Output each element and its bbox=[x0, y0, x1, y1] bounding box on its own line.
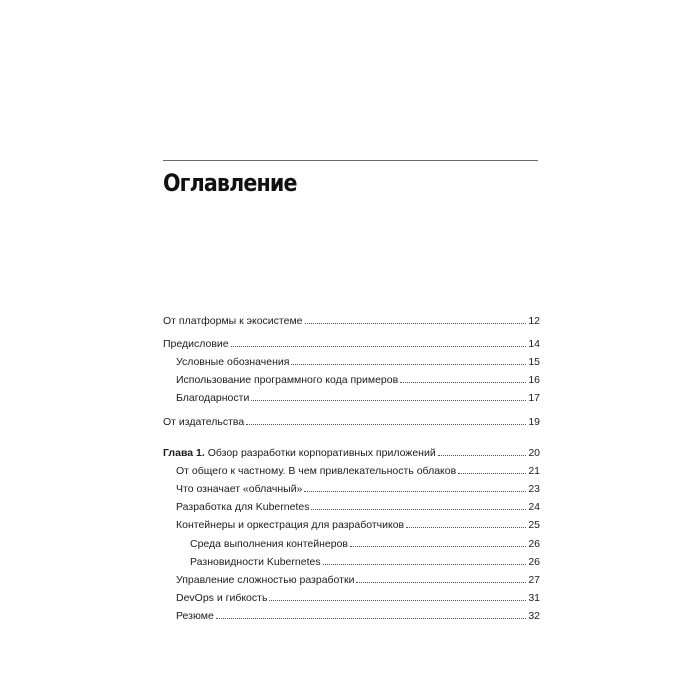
dot-leader bbox=[311, 509, 526, 510]
dot-leader bbox=[251, 400, 526, 401]
toc-page-number: 25 bbox=[528, 519, 540, 531]
dot-leader bbox=[323, 564, 527, 565]
toc-entry bbox=[176, 609, 540, 623]
dot-leader bbox=[246, 424, 526, 425]
toc-page-number: 15 bbox=[528, 356, 540, 368]
toc-page-number: 24 bbox=[528, 501, 540, 513]
dot-leader bbox=[231, 346, 527, 347]
toc-entry-title: Благодарности bbox=[176, 392, 250, 404]
toc-entry bbox=[163, 314, 540, 328]
toc-page-number: 12 bbox=[528, 315, 540, 327]
toc-entry-title: Управление сложностью разработки bbox=[176, 574, 355, 586]
toc-entry-title: Разработка для Kubernetes bbox=[176, 501, 310, 513]
toc-entry bbox=[176, 391, 540, 405]
toc-page-number: 17 bbox=[528, 392, 540, 404]
toc-entry-title: От общего к частному. В чем привлекательность облаков bbox=[176, 465, 457, 477]
toc-entry-title: Условные обозначения bbox=[176, 356, 290, 368]
toc-page-number: 26 bbox=[528, 538, 540, 550]
toc-page-number: 32 bbox=[528, 610, 540, 622]
toc-page-number: 19 bbox=[528, 416, 540, 428]
toc-page-number: 31 bbox=[528, 592, 540, 604]
toc-entry-title: Предисловие bbox=[163, 338, 229, 350]
toc-entry-title: DevOps и гибкость bbox=[176, 592, 268, 604]
toc-page-number: 26 bbox=[528, 556, 540, 568]
toc-entry bbox=[176, 373, 540, 387]
dot-leader bbox=[438, 455, 527, 456]
toc-page-number: 16 bbox=[528, 374, 540, 386]
toc-page-number: 21 bbox=[528, 465, 540, 477]
toc-entry-title: Резюме bbox=[176, 610, 214, 622]
toc-page-number: 20 bbox=[528, 447, 540, 459]
dot-leader bbox=[269, 600, 526, 601]
toc-entry-title: Разновидности Kubernetes bbox=[190, 556, 321, 568]
toc-entry-title: От издательства bbox=[163, 416, 245, 428]
table-of-contents bbox=[163, 0, 540, 700]
toc-entry bbox=[163, 337, 540, 351]
toc-page-number: 23 bbox=[528, 483, 540, 495]
dot-leader bbox=[304, 491, 526, 492]
page-title: Оглавление bbox=[163, 169, 297, 197]
dot-leader bbox=[356, 582, 526, 583]
dot-leader bbox=[216, 618, 527, 619]
toc-entry-title: Среда выполнения контейнеров bbox=[190, 538, 349, 550]
toc-entry bbox=[176, 518, 540, 532]
toc-entry bbox=[176, 573, 540, 587]
toc-entry bbox=[190, 555, 540, 569]
dot-leader bbox=[305, 323, 527, 324]
toc-entry bbox=[176, 355, 540, 369]
toc-entry bbox=[163, 415, 540, 429]
toc-entry bbox=[176, 591, 540, 605]
toc-entry-title: Использование программного кода примеров bbox=[176, 374, 399, 386]
dot-leader bbox=[400, 382, 526, 383]
toc-entry-title: Контейнеры и оркестрация для разработчиков bbox=[176, 519, 405, 531]
dot-leader bbox=[406, 527, 526, 528]
toc-entry-title: Что означает «облачный» bbox=[176, 483, 303, 495]
dot-leader bbox=[458, 473, 526, 474]
chapter-number: Глава 1. bbox=[163, 447, 205, 459]
toc-page-number: 27 bbox=[528, 574, 540, 586]
toc-entry-title: От платформы к экосистеме bbox=[163, 315, 303, 327]
toc-entry-title: Глава 1. Обзор разработки корпоративных приложений bbox=[163, 447, 436, 459]
toc-page-number: 14 bbox=[528, 338, 540, 350]
toc-entry bbox=[176, 482, 540, 496]
toc-entry bbox=[176, 500, 540, 514]
toc-entry bbox=[190, 537, 540, 551]
dot-leader bbox=[291, 364, 526, 365]
dot-leader bbox=[350, 546, 526, 547]
toc-entry bbox=[163, 446, 540, 460]
toc-entry bbox=[176, 464, 540, 478]
